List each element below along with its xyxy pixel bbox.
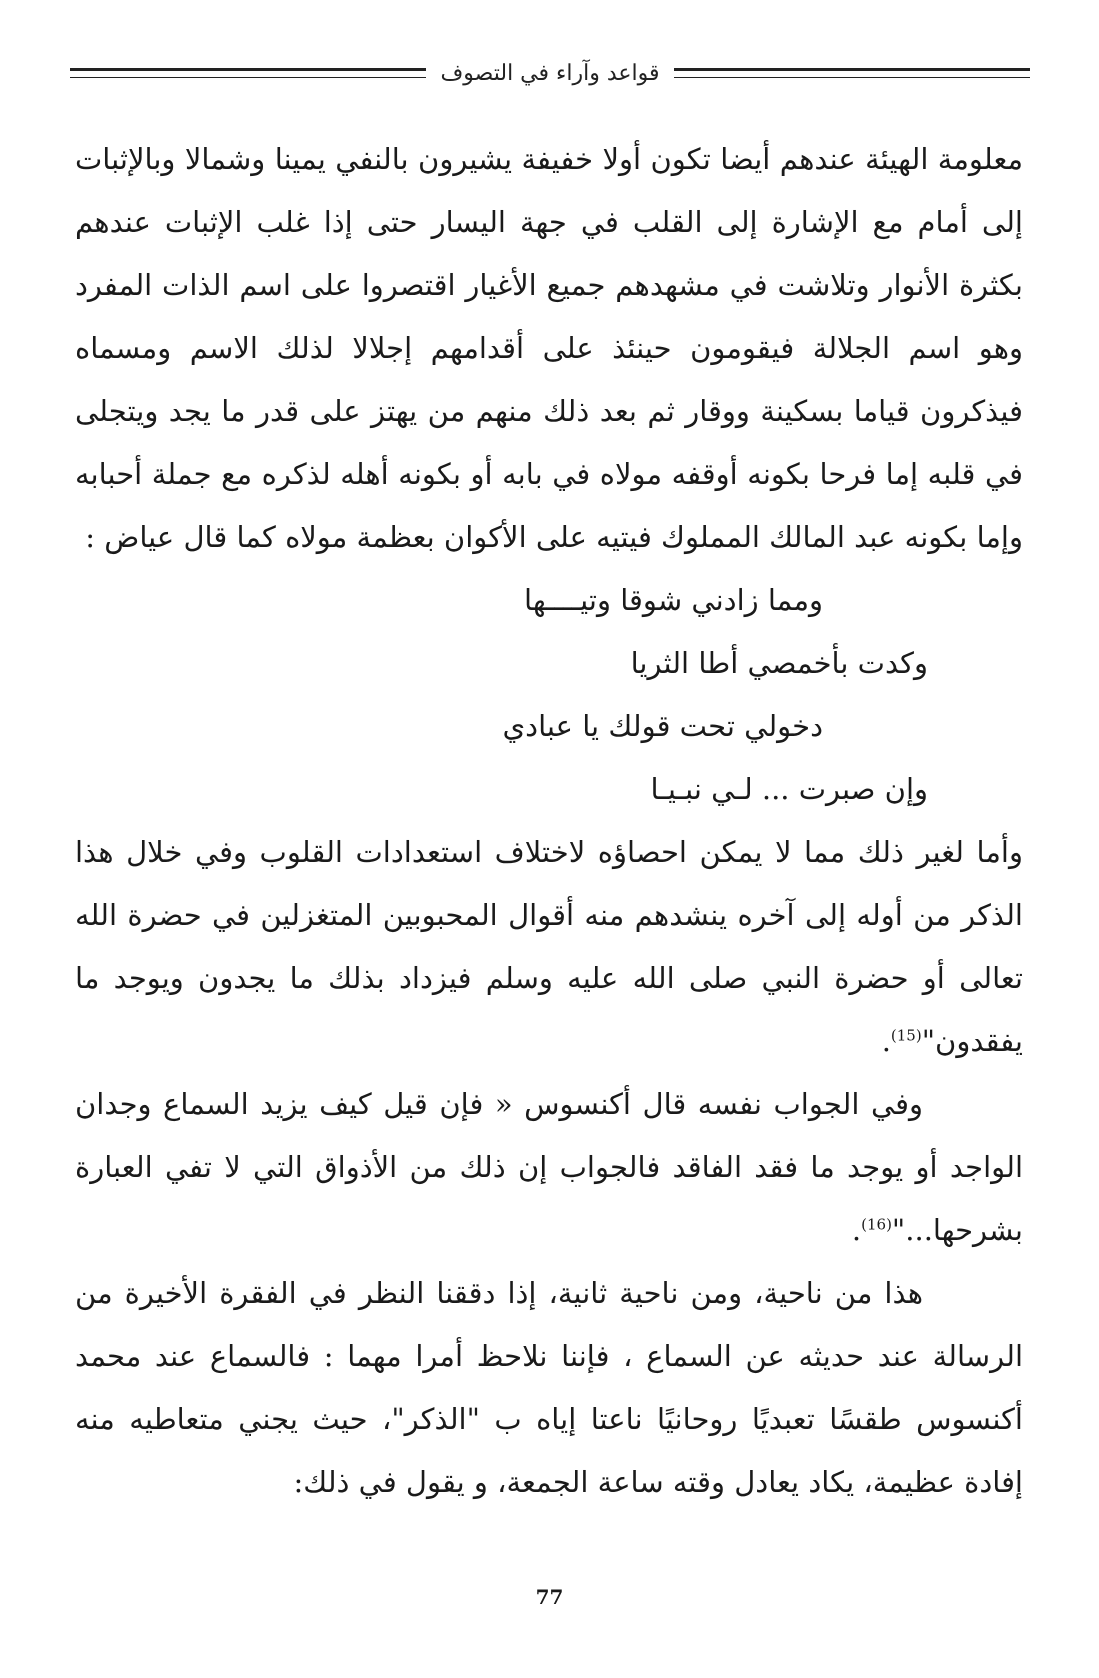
paragraph-4: هذا من ناحية، ومن ناحية ثانية، إذا دققنا النظر في الفقرة الأخيرة من الرسالة عند حديثه عن السماع ، فإننا نلاحظ أمرا مهما : فالسماع عند محمد أكنسوس طقسًا تعبديًا روحانيًا ناعتا إياه ب "الذكر"، حيث يجني متعاطيه منه إفادة عظيمة، يكاد يعادل وقته ساعة الجمعة، و يقول في ذلك: [75,1276,1024,1499]
poem-verses [75,569,1023,821]
paragraph-2-text: وأما لغير ذلك مما لا يمكن احصاؤه لاختلاف استعدادات القلوب وفي خلال هذا الذكر من أوله إلى آخره ينشدهم منه أقوال المحبوبين المتغزلين في حضرة الله تعالى أو حضرة النبي صلى الله عليه وسلم فيزداد بذلك ما يجدون ويوجد ما يفقدون" [75,835,1023,1058]
body-text [75,128,1023,1514]
footnote-ref-16: (16) [861,1215,892,1234]
header-rule-right [674,68,1030,78]
header-title: قواعد وآراء في التصوف [440,60,660,86]
paragraph-3-end: . [851,1213,862,1247]
paragraph-3 [75,1073,1023,1262]
paragraph-3-text: وفي الجواب نفسه قال أكنسوس « فإن قيل كيف يزيد السماع وجدان الواجد أو يوجد ما فقد الفاقد فالجواب إن ذلك من الأذواق التي لا تفي العبارة بشرحها..." [75,1087,1023,1247]
verse-line: وكدت بأخمصي أطا الثريا [630,646,928,680]
page-number: 77 [535,1585,564,1609]
footnote-ref-15: (15) [890,1026,922,1045]
header-rule-left [70,68,426,78]
paragraph-2-end: . [881,1024,891,1058]
verse-line: وإن صبرت ... لـي نبـيـا [650,772,928,806]
verse-line: دخولي تحت قولك يا عبادي [502,709,823,743]
paragraph-1: معلومة الهيئة عندهم أيضا تكون أولا خفيفة يشيرون بالنفي يمينا وشمالا وبالإثبات إلى أمام مع الإشارة إلى القلب في جهة اليسار حتى إذا غلب الإثبات عندهم بكثرة الأنوار وتلاشت في مشهدهم جميع الأغيار اقتصروا على اسم الذات المفرد وهو اسم الجلالة فيقومون حينئذ على أقدامهم إجلالا لذلك الاسم ومسماه فيذكرون قياما بسكينة ووقار ثم بعد ذلك منهم من يهتز على قدر ما يجد ويتجلى في قلبه إما فرحا بكونه أوقفه مولاه في بابه أو بكونه أهله لذكره مع جملة أحبابه وإما بكونه عبد المالك المملوك فيتيه على الأكوان بعظمة مولاه كما قال عياض : [75,142,1023,554]
paragraph-2 [75,821,1023,1073]
running-header [70,58,1030,88]
verse-line: ومما زادني شوقا وتيــــها [523,583,823,617]
